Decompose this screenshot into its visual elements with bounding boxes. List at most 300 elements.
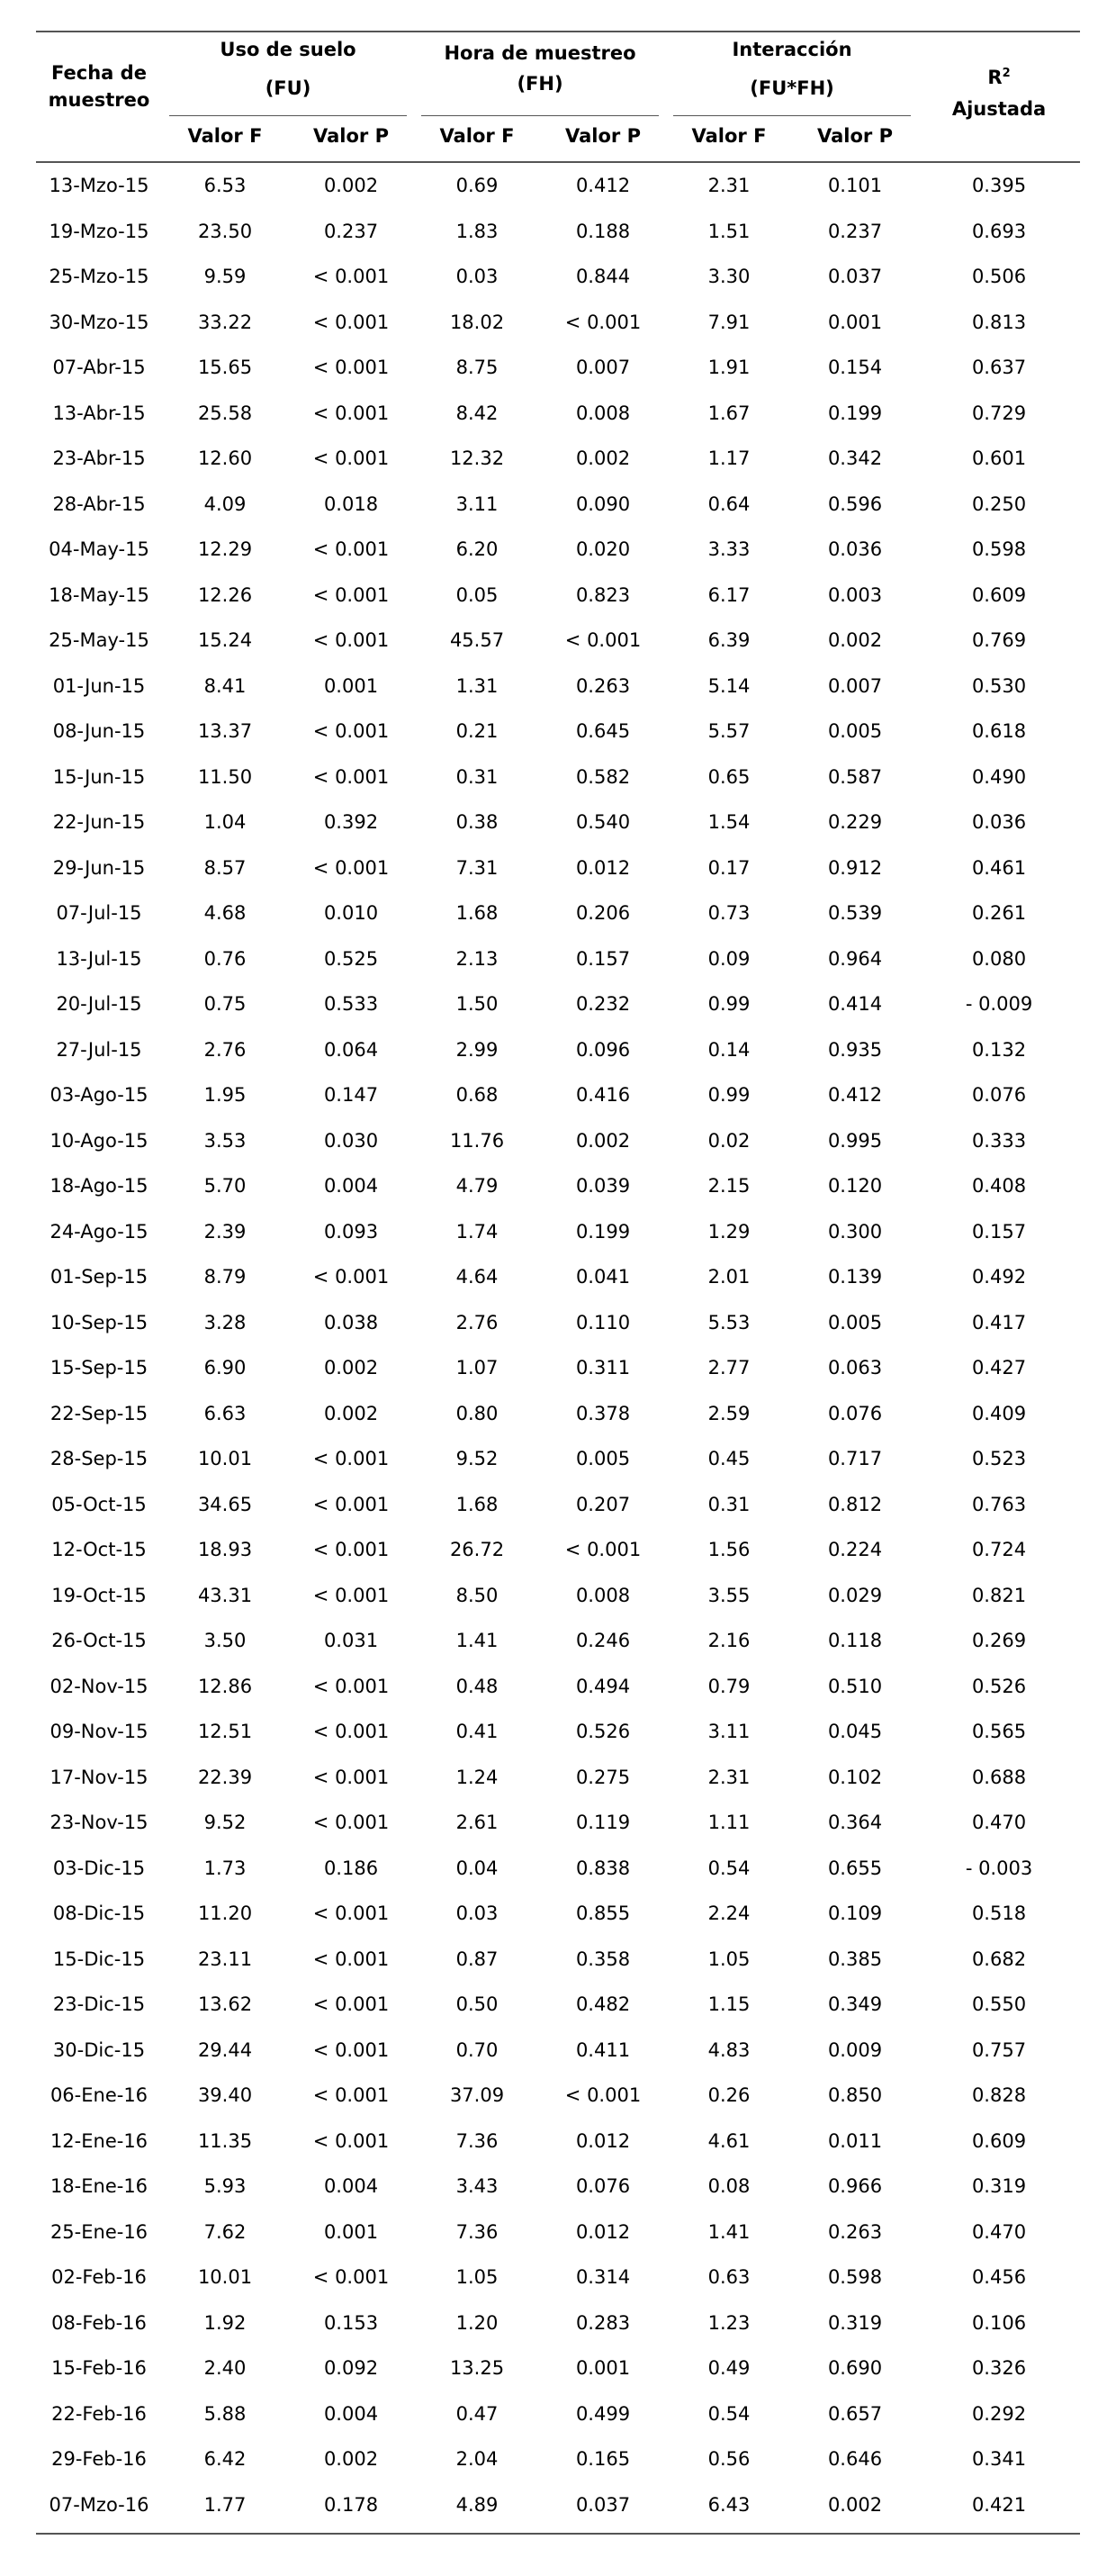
- table-row: [36, 300, 1080, 346]
- fh-f-cell: 2.61: [455, 1812, 499, 1834]
- fh-p-cell: 0.855: [575, 1903, 631, 1925]
- date-cell: 15-Dic-15: [52, 1948, 146, 1970]
- int-f-cell: 2.01: [707, 1266, 751, 1288]
- header-date: Fecha de muestreo: [48, 62, 150, 111]
- fu-p-cell: < 0.001: [312, 1903, 390, 1925]
- int-f-cell: 1.11: [707, 1812, 751, 1834]
- fh-p-cell: < 0.001: [564, 1539, 642, 1561]
- r2-cell: 0.828: [971, 2084, 1027, 2107]
- r2-cell: 0.490: [971, 765, 1027, 788]
- fu-p-cell: < 0.001: [312, 856, 390, 879]
- r2-cell: 0.618: [971, 720, 1027, 743]
- fh-p-cell: 0.283: [575, 2311, 631, 2334]
- r2-cell: 0.729: [971, 402, 1027, 424]
- int-p-cell: 0.812: [827, 1493, 883, 1515]
- fh-p-cell: < 0.001: [564, 311, 642, 333]
- fh-p-cell: 0.844: [575, 266, 631, 288]
- r2-cell: 0.693: [971, 220, 1027, 242]
- date-cell: 30-Mzo-15: [49, 311, 149, 333]
- fh-f-cell: 1.41: [455, 1630, 499, 1652]
- int-p-cell: 0.002: [827, 629, 883, 652]
- r2-cell: 0.417: [971, 1311, 1027, 1333]
- date-cell: 13-Abr-15: [52, 402, 146, 424]
- int-f-cell: 0.65: [707, 765, 751, 788]
- table-row: [36, 2119, 1080, 2165]
- fh-f-cell: 4.89: [455, 2493, 499, 2516]
- fh-p-cell: 0.008: [575, 402, 631, 424]
- data-table-body: [36, 163, 1080, 2527]
- table-row: [36, 890, 1080, 936]
- fu-f-cell: 6.90: [203, 1357, 247, 1379]
- fh-p-cell: 0.005: [575, 1448, 631, 1470]
- date-cell: 29-Feb-16: [51, 2448, 147, 2471]
- fh-p-cell: 0.494: [575, 1675, 631, 1697]
- int-p-cell: 0.036: [827, 538, 883, 561]
- int-f-cell: 0.54: [707, 2402, 751, 2425]
- r2-cell: 0.682: [971, 1948, 1027, 1970]
- r2-cell: 0.408: [971, 1175, 1027, 1198]
- table-row: [36, 1846, 1080, 1892]
- int-p-cell: 0.224: [827, 1539, 883, 1561]
- fu-p-cell: 0.392: [323, 811, 379, 834]
- fh-p-cell: 0.199: [575, 1220, 631, 1243]
- int-p-cell: 0.009: [827, 2038, 883, 2061]
- fu-f-cell: 25.58: [197, 402, 253, 424]
- fh-f-cell: 1.20: [455, 2311, 499, 2334]
- int-f-cell: 2.15: [707, 1175, 751, 1198]
- fu-f-cell: 0.75: [203, 993, 247, 1016]
- fu-f-cell: 1.73: [203, 1857, 247, 1879]
- fu-p-cell: 0.002: [323, 1357, 379, 1379]
- fu-f-cell: 8.79: [203, 1266, 247, 1288]
- fh-f-cell: 2.99: [455, 1038, 499, 1061]
- fu-f-cell: 9.52: [203, 1812, 247, 1834]
- fu-p-cell: < 0.001: [312, 1948, 390, 1970]
- table-row: [36, 2482, 1080, 2528]
- fh-f-cell: 8.42: [455, 402, 499, 424]
- fh-f-cell: 11.76: [449, 1129, 505, 1152]
- fh-p-cell: 0.207: [575, 1493, 631, 1515]
- fh-p-cell: 0.540: [575, 811, 631, 834]
- int-p-cell: 0.596: [827, 493, 883, 515]
- fh-f-cell: 1.31: [455, 674, 499, 697]
- fh-p-cell: 0.275: [575, 1766, 631, 1788]
- fh-p-cell: 0.002: [575, 1129, 631, 1152]
- fh-p-cell: < 0.001: [564, 2084, 642, 2107]
- header-r2: [918, 61, 1080, 90]
- int-p-cell: 0.349: [827, 1993, 883, 2016]
- table-top-rule: [36, 31, 1080, 32]
- fh-p-cell: 0.206: [575, 902, 631, 925]
- fu-p-cell: 0.002: [323, 175, 379, 197]
- fu-p-cell: 0.092: [323, 2357, 379, 2380]
- fu-p-cell: < 0.001: [312, 357, 390, 379]
- header-r2-label: Ajustada: [951, 98, 1047, 120]
- fu-p-cell: < 0.001: [312, 1766, 390, 1788]
- table-row: [36, 482, 1080, 528]
- fh-f-cell: 1.83: [455, 220, 499, 242]
- int-p-cell: 0.011: [827, 2129, 883, 2152]
- date-cell: 02-Feb-16: [51, 2266, 147, 2289]
- fu-p-cell: < 0.001: [312, 266, 390, 288]
- fu-p-cell: < 0.001: [312, 1993, 390, 2016]
- r2-cell: 0.269: [971, 1630, 1027, 1652]
- int-p-cell: 0.154: [827, 357, 883, 379]
- date-cell: 07-Mzo-16: [49, 2493, 149, 2516]
- int-p-cell: 0.002: [827, 2493, 883, 2516]
- fu-f-cell: 33.22: [197, 311, 253, 333]
- int-p-cell: 0.045: [827, 1721, 883, 1743]
- fh-f-cell: 0.41: [455, 1721, 499, 1743]
- r2-cell: 0.292: [971, 2402, 1027, 2425]
- fh-f-cell: 3.43: [455, 2175, 499, 2198]
- fh-f-cell: 0.48: [455, 1675, 499, 1697]
- fu-f-cell: 12.29: [197, 538, 253, 561]
- date-cell: 28-Sep-15: [50, 1448, 148, 1470]
- fu-p-cell: < 0.001: [312, 2266, 390, 2289]
- r2-cell: 0.076: [971, 1084, 1027, 1107]
- group-underline-fu: [169, 115, 407, 116]
- fh-p-cell: 0.582: [575, 765, 631, 788]
- int-p-cell: 0.364: [827, 1812, 883, 1834]
- header-fh-title: Hora de muestreo: [444, 42, 636, 64]
- table-row: [36, 1664, 1080, 1710]
- date-cell: 23-Abr-15: [52, 447, 146, 470]
- subheader-int-p: Valor P: [817, 125, 893, 147]
- r2-cell: 0.550: [971, 1993, 1027, 2016]
- fu-p-cell: < 0.001: [312, 1721, 390, 1743]
- table-row: [36, 709, 1080, 755]
- fh-p-cell: 0.008: [575, 1584, 631, 1606]
- date-cell: 27-Jul-15: [56, 1038, 142, 1061]
- fh-f-cell: 8.75: [455, 357, 499, 379]
- int-f-cell: 0.26: [707, 2084, 751, 2107]
- date-cell: 07-Abr-15: [52, 357, 146, 379]
- fh-f-cell: 0.05: [455, 583, 499, 606]
- fh-f-cell: 13.25: [449, 2357, 505, 2380]
- fh-f-cell: 7.31: [455, 856, 499, 879]
- r2-cell: 0.492: [971, 1266, 1027, 1288]
- table-row: [36, 2300, 1080, 2346]
- int-p-cell: 0.850: [827, 2084, 883, 2107]
- int-p-cell: 0.414: [827, 993, 883, 1016]
- int-p-cell: 0.964: [827, 947, 883, 970]
- int-p-cell: 0.237: [827, 220, 883, 242]
- int-f-cell: 0.49: [707, 2357, 751, 2380]
- fu-p-cell: < 0.001: [312, 1584, 390, 1606]
- fh-f-cell: 7.36: [455, 2129, 499, 2152]
- table-row: [36, 664, 1080, 710]
- r2-cell: 0.565: [971, 1721, 1027, 1743]
- fh-f-cell: 2.04: [455, 2448, 499, 2471]
- fu-p-cell: < 0.001: [312, 447, 390, 470]
- int-f-cell: 7.91: [707, 311, 751, 333]
- fh-p-cell: 0.037: [575, 2493, 631, 2516]
- fh-f-cell: 26.72: [449, 1539, 505, 1561]
- fu-f-cell: 11.50: [197, 765, 253, 788]
- fh-p-cell: < 0.001: [564, 629, 642, 652]
- int-f-cell: 0.64: [707, 493, 751, 515]
- int-p-cell: 0.101: [827, 175, 883, 197]
- fu-p-cell: 0.018: [323, 493, 379, 515]
- date-cell: 13-Jul-15: [56, 947, 142, 970]
- date-cell: 25-May-15: [49, 629, 149, 652]
- r2-cell: 0.530: [971, 674, 1027, 697]
- int-f-cell: 6.17: [707, 583, 751, 606]
- fu-p-cell: 0.237: [323, 220, 379, 242]
- fu-f-cell: 5.88: [203, 2402, 247, 2425]
- r2-cell: 0.601: [971, 447, 1027, 470]
- date-cell: 22-Feb-16: [51, 2402, 147, 2425]
- r2-cell: - 0.009: [965, 993, 1033, 1016]
- fu-f-cell: 13.37: [197, 720, 253, 743]
- int-f-cell: 1.67: [707, 402, 751, 424]
- fu-f-cell: 6.63: [203, 1402, 247, 1424]
- r2-cell: 0.518: [971, 1903, 1027, 1925]
- table-row: [36, 1345, 1080, 1391]
- table-row: [36, 618, 1080, 664]
- fu-f-cell: 8.41: [203, 674, 247, 697]
- fh-f-cell: 2.76: [455, 1311, 499, 1333]
- int-f-cell: 0.31: [707, 1493, 751, 1515]
- date-cell: 20-Jul-15: [56, 993, 142, 1016]
- fu-f-cell: 6.42: [203, 2448, 247, 2471]
- fh-p-cell: 0.119: [575, 1812, 631, 1834]
- int-f-cell: 5.57: [707, 720, 751, 743]
- r2-cell: 0.132: [971, 1038, 1027, 1061]
- header-fu-abbr: (FU): [265, 77, 311, 99]
- fh-f-cell: 0.69: [455, 175, 499, 197]
- fu-p-cell: 0.030: [323, 1129, 379, 1152]
- fh-p-cell: 0.314: [575, 2266, 631, 2289]
- fu-p-cell: 0.153: [323, 2311, 379, 2334]
- fh-f-cell: 0.50: [455, 1993, 499, 2016]
- fu-f-cell: 12.26: [197, 583, 253, 606]
- header-fu-title: Uso de suelo: [220, 39, 356, 60]
- table-row: [36, 800, 1080, 845]
- header-r2-superscript: 2: [1002, 67, 1011, 80]
- r2-cell: 0.724: [971, 1539, 1027, 1561]
- subheader-fu-f: Valor F: [187, 125, 263, 147]
- int-f-cell: 2.31: [707, 1766, 751, 1788]
- fu-f-cell: 34.65: [197, 1493, 253, 1515]
- fu-p-cell: 0.178: [323, 2493, 379, 2516]
- fu-f-cell: 12.51: [197, 1721, 253, 1743]
- fh-p-cell: 0.012: [575, 2220, 631, 2243]
- fu-f-cell: 1.04: [203, 811, 247, 834]
- table-row: [36, 1573, 1080, 1619]
- table-row: [36, 573, 1080, 619]
- int-f-cell: 1.51: [707, 220, 751, 242]
- fh-p-cell: 0.157: [575, 947, 631, 970]
- fu-p-cell: < 0.001: [312, 2129, 390, 2152]
- fh-p-cell: 0.039: [575, 1175, 631, 1198]
- int-p-cell: 0.655: [827, 1857, 883, 1879]
- table-row: [36, 1982, 1080, 2028]
- fh-p-cell: 0.823: [575, 583, 631, 606]
- r2-cell: 0.409: [971, 1402, 1027, 1424]
- int-p-cell: 0.319: [827, 2311, 883, 2334]
- date-cell: 26-Oct-15: [51, 1630, 147, 1652]
- fh-f-cell: 0.80: [455, 1402, 499, 1424]
- int-f-cell: 4.61: [707, 2129, 751, 2152]
- int-f-cell: 0.63: [707, 2266, 751, 2289]
- fu-f-cell: 2.40: [203, 2357, 247, 2380]
- table-row: [36, 755, 1080, 800]
- r2-cell: 0.036: [971, 811, 1027, 834]
- table-row: [36, 1800, 1080, 1846]
- fu-f-cell: 9.59: [203, 266, 247, 288]
- fu-p-cell: < 0.001: [312, 402, 390, 424]
- fu-p-cell: 0.010: [323, 902, 379, 925]
- fu-f-cell: 3.53: [203, 1129, 247, 1152]
- fh-p-cell: 0.499: [575, 2402, 631, 2425]
- fh-f-cell: 12.32: [449, 447, 505, 470]
- fu-f-cell: 39.40: [197, 2084, 253, 2107]
- fu-p-cell: 0.038: [323, 1311, 379, 1333]
- int-p-cell: 0.412: [827, 1084, 883, 1107]
- table-row: [36, 2028, 1080, 2074]
- fh-f-cell: 2.13: [455, 947, 499, 970]
- fh-p-cell: 0.232: [575, 993, 631, 1016]
- int-f-cell: 0.56: [707, 2448, 751, 2471]
- fh-f-cell: 1.24: [455, 1766, 499, 1788]
- r2-cell: 0.821: [971, 1584, 1027, 1606]
- table-row: [36, 1755, 1080, 1801]
- int-p-cell: 0.037: [827, 266, 883, 288]
- r2-cell: - 0.003: [965, 1857, 1033, 1879]
- int-f-cell: 3.11: [707, 1721, 751, 1743]
- fu-f-cell: 0.76: [203, 947, 247, 970]
- header-fh-abbr: (FH): [517, 73, 563, 95]
- int-p-cell: 0.120: [827, 1175, 883, 1198]
- r2-cell: 0.326: [971, 2357, 1027, 2380]
- int-f-cell: 1.05: [707, 1948, 751, 1970]
- fu-p-cell: 0.533: [323, 993, 379, 1016]
- fu-f-cell: 2.76: [203, 1038, 247, 1061]
- table-row: [36, 1482, 1080, 1528]
- fh-f-cell: 37.09: [449, 2084, 505, 2107]
- int-f-cell: 6.43: [707, 2493, 751, 2516]
- fu-p-cell: 0.031: [323, 1630, 379, 1652]
- int-p-cell: 0.102: [827, 1766, 883, 1788]
- fh-p-cell: 0.012: [575, 856, 631, 879]
- int-f-cell: 1.41: [707, 2220, 751, 2243]
- int-f-cell: 4.83: [707, 2038, 751, 2061]
- int-f-cell: 3.33: [707, 538, 751, 561]
- table-row: [36, 254, 1080, 300]
- int-f-cell: 2.59: [707, 1402, 751, 1424]
- table-bottom-rule: [36, 2533, 1080, 2535]
- fh-f-cell: 7.36: [455, 2220, 499, 2243]
- fh-f-cell: 1.50: [455, 993, 499, 1016]
- int-p-cell: 0.007: [827, 674, 883, 697]
- fu-f-cell: 23.50: [197, 220, 253, 242]
- int-p-cell: 0.912: [827, 856, 883, 879]
- int-p-cell: 0.263: [827, 2220, 883, 2243]
- fu-p-cell: < 0.001: [312, 538, 390, 561]
- int-f-cell: 6.39: [707, 629, 751, 652]
- int-p-cell: 0.001: [827, 311, 883, 333]
- table-row: [36, 1163, 1080, 1209]
- int-p-cell: 0.935: [827, 1038, 883, 1061]
- r2-cell: 0.506: [971, 266, 1027, 288]
- date-cell: 28-Abr-15: [52, 493, 146, 515]
- fu-f-cell: 8.57: [203, 856, 247, 879]
- int-p-cell: 0.657: [827, 2402, 883, 2425]
- fu-f-cell: 15.65: [197, 357, 253, 379]
- fh-f-cell: 1.74: [455, 1220, 499, 1243]
- int-p-cell: 0.342: [827, 447, 883, 470]
- fu-p-cell: 0.147: [323, 1084, 379, 1107]
- fh-p-cell: 0.188: [575, 220, 631, 242]
- fh-f-cell: 0.03: [455, 266, 499, 288]
- fh-f-cell: 3.11: [455, 493, 499, 515]
- date-cell: 29-Jun-15: [52, 856, 146, 879]
- int-f-cell: 0.79: [707, 1675, 751, 1697]
- int-p-cell: 0.076: [827, 1402, 883, 1424]
- fh-p-cell: 0.412: [575, 175, 631, 197]
- fu-p-cell: < 0.001: [312, 311, 390, 333]
- table-row: [36, 1118, 1080, 1164]
- fh-f-cell: 0.03: [455, 1903, 499, 1925]
- r2-cell: 0.526: [971, 1675, 1027, 1697]
- fh-f-cell: 0.87: [455, 1948, 499, 1970]
- int-p-cell: 0.029: [827, 1584, 883, 1606]
- table-row: [36, 845, 1080, 891]
- r2-cell: 0.250: [971, 493, 1027, 515]
- fh-f-cell: 18.02: [449, 311, 505, 333]
- fu-f-cell: 22.39: [197, 1766, 253, 1788]
- fh-f-cell: 0.21: [455, 720, 499, 743]
- fh-f-cell: 9.52: [455, 1448, 499, 1470]
- fh-p-cell: 0.482: [575, 1993, 631, 2016]
- fh-f-cell: 4.79: [455, 1175, 499, 1198]
- fu-p-cell: < 0.001: [312, 1493, 390, 1515]
- fh-f-cell: 1.07: [455, 1357, 499, 1379]
- fu-f-cell: 1.92: [203, 2311, 247, 2334]
- int-f-cell: 1.91: [707, 357, 751, 379]
- int-p-cell: 0.229: [827, 811, 883, 834]
- r2-cell: 0.333: [971, 1129, 1027, 1152]
- fu-f-cell: 11.20: [197, 1903, 253, 1925]
- fu-f-cell: 1.95: [203, 1084, 247, 1107]
- fu-p-cell: < 0.001: [312, 1448, 390, 1470]
- fh-p-cell: 0.526: [575, 1721, 631, 1743]
- table-row: [36, 1254, 1080, 1300]
- table-row: [36, 163, 1080, 209]
- fh-p-cell: 0.110: [575, 1311, 631, 1333]
- fh-p-cell: 0.002: [575, 447, 631, 470]
- fu-f-cell: 12.60: [197, 447, 253, 470]
- fu-f-cell: 23.11: [197, 1948, 253, 1970]
- fu-f-cell: 5.93: [203, 2175, 247, 2198]
- int-p-cell: 0.995: [827, 1129, 883, 1152]
- int-f-cell: 2.77: [707, 1357, 751, 1379]
- int-p-cell: 0.385: [827, 1948, 883, 1970]
- int-f-cell: 1.17: [707, 447, 751, 470]
- table-row: [36, 1527, 1080, 1573]
- fu-f-cell: 12.86: [197, 1675, 253, 1697]
- fu-p-cell: 0.002: [323, 2448, 379, 2471]
- date-cell: 08-Dic-15: [52, 1903, 146, 1925]
- fu-p-cell: < 0.001: [312, 583, 390, 606]
- fh-f-cell: 45.57: [449, 629, 505, 652]
- date-cell: 15-Sep-15: [50, 1357, 148, 1379]
- int-p-cell: 0.109: [827, 1903, 883, 1925]
- fu-f-cell: 4.09: [203, 493, 247, 515]
- fu-f-cell: 10.01: [197, 2266, 253, 2289]
